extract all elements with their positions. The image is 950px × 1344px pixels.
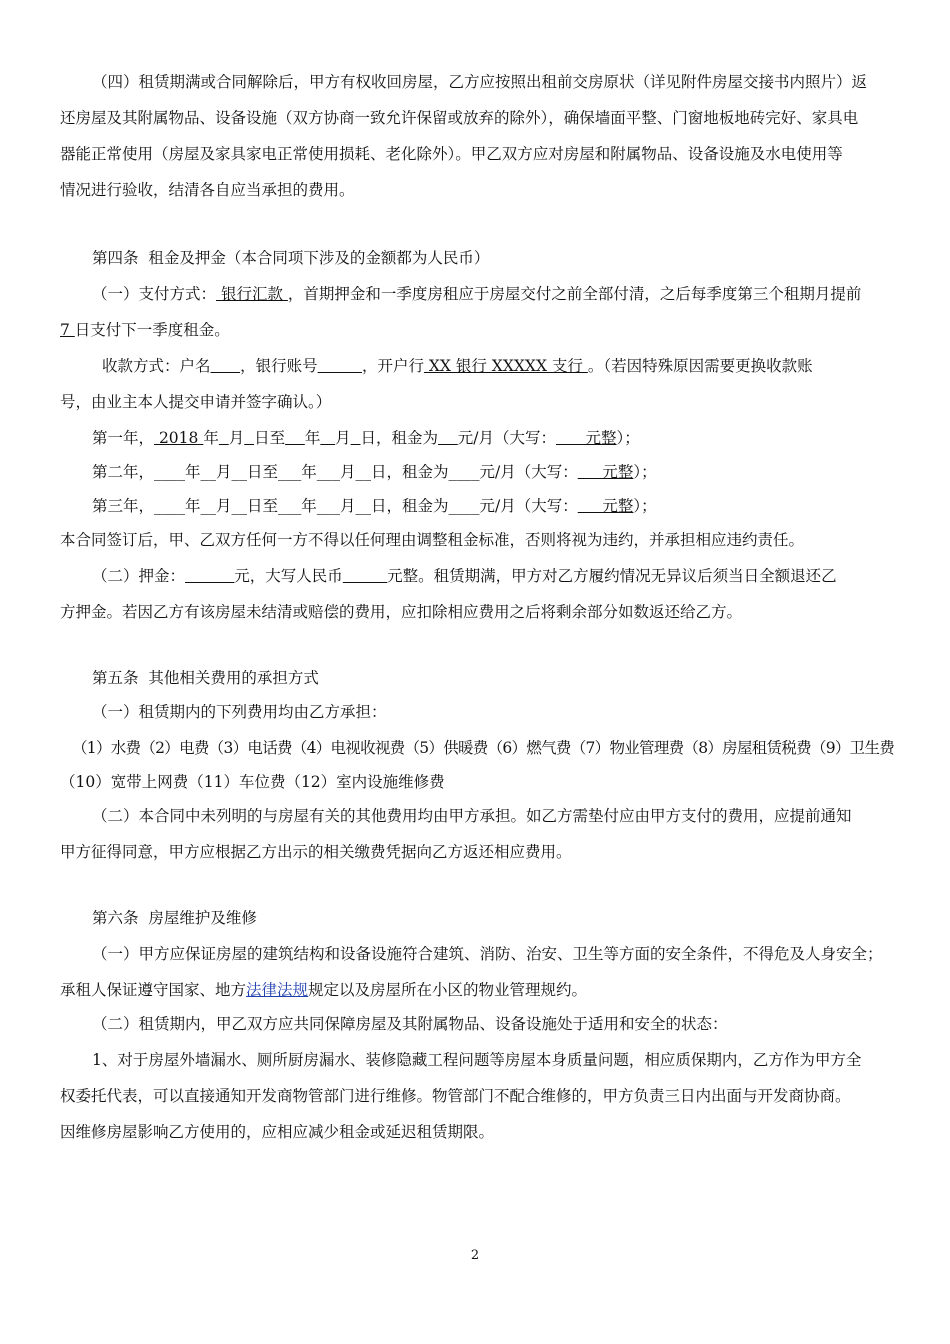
deposit-line: （二）押金： 元，大写人民币 元整。租赁期满，甲方对乙方履约情况无异议后须当日全额退还乙 <box>92 567 837 585</box>
blank <box>219 429 229 447</box>
article-5-item-1: （一）租赁期内的下列费用均由乙方承担： <box>92 703 387 721</box>
article-5-item-2-line-2: 甲方征得同意，甲方应根据乙方出示的相关缴费凭据向乙方返还相应费用。 <box>60 843 572 861</box>
return-clause-line-3: 器能正常使用（房屋及家具家电正常使用损耗、老化除外）。甲乙双方应对房屋和附属物品、设备设施及水电使用等 <box>60 145 843 163</box>
rent-amount-words: 元整 <box>577 463 634 481</box>
article-6-item-1-line-2: 承租人保证遵守国家、地方法律法规规定以及房屋所在小区的物业管理规约。 <box>60 981 588 999</box>
payment-method-value: 银行汇款 <box>216 285 288 303</box>
deposit-line-2: 方押金。若因乙方有该房屋未结清或赔偿的费用，应扣除相应费用之后将剩余部分如数返还给乙方。 <box>60 603 743 621</box>
account-line-2: 号，由业主本人提交申请并签字确认。） <box>60 393 332 411</box>
article-6-sub-1-line-2: 权委托代表，可以直接通知开发商物管部门进行维修。物管部门不配合维修的，甲方负责三日内出面与开发商协商。 <box>60 1087 851 1105</box>
article-6-sub-1-line-1: 1、对于房屋外墙漏水、厕所厨房漏水、装修隐藏工程问题等房屋本身质量问题，相应质保期内，乙方作为甲方全 <box>92 1051 862 1069</box>
payment-day-line: 7 日支付下一季度租金。 <box>60 321 230 339</box>
return-clause-line-2: 还房屋及其附属物品、设备设施（双方协商一致允许保留或放弃的除外），确保墙面平整、门窗地板地砖完好、家具电 <box>60 109 859 127</box>
laws-regulations-link[interactable]: 法律法规 <box>246 981 309 999</box>
fees-list-line-2: （10）宽带上网费（11）车位费（12）室内设施维修费 <box>60 773 445 791</box>
blank <box>285 429 305 447</box>
rent-year-3: 第三年，____年__月__日至___年___月__日，租金为____元/月（大写： 元整）； <box>92 497 657 515</box>
blank <box>320 429 335 447</box>
fees-list-line-1: （1）水费（2）电费（3）电话费（4）电视收视费（5）供暖费（6）燃气费（7）物业管理费（8）房屋租赁税费（9）卫生费 <box>72 739 895 757</box>
page-number: 2 <box>470 1248 480 1263</box>
article-4-title: 第四条 租金及押金（本合同项下涉及的金额都为人民币） <box>92 249 490 267</box>
blank <box>244 429 254 447</box>
account-name-blank <box>211 357 241 375</box>
payment-day-value: 7 <box>60 321 75 339</box>
return-clause-line-1: （四）租赁期满或合同解除后，甲方有权收回房屋，乙方应按照出租前交房原状（详见附件房屋交接书内照片）返 <box>92 73 868 91</box>
rent-year-1: 第一年， 2018 年 月 日至 年 月 日，租金为 元/月（大写： 元整）； <box>92 429 640 447</box>
article-6-item-2: （二）租赁期内，甲乙双方应共同保障房屋及其附属物品、设备设施处于适用和安全的状态： <box>92 1015 728 1033</box>
rent-amount-words: 元整 <box>577 497 634 515</box>
bank-name-value: XX 银行 XXXXX 支行 <box>423 357 588 375</box>
article-6-item-1-line-1: （一）甲方应保证房屋的建筑结构和设备设施符合建筑、消防、治安、卫生等方面的安全条件，不得危及人身安全； <box>92 945 883 963</box>
no-adjust-clause: 本合同签订后，甲、乙双方任何一方不得以任何理由调整租金标准，否则将视为违约，并承担相应违约责任。 <box>60 531 805 549</box>
rent-year-2: 第二年，____年__月__日至___年___月__日，租金为____元/月（大写： 元整）； <box>92 463 657 481</box>
deposit-amount-blank <box>185 567 234 585</box>
year-1-value: 2018 <box>154 429 204 447</box>
article-6-sub-1-line-3: 因维修房屋影响乙方使用的，应相应减少租金或延迟租赁期限。 <box>60 1123 495 1141</box>
account-number-blank <box>318 357 362 375</box>
article-6-title: 第六条 房屋维护及维修 <box>92 909 257 927</box>
rent-amount-blank <box>438 429 458 447</box>
article-5-title: 第五条 其他相关费用的承担方式 <box>92 669 319 687</box>
article-5-item-2-line-1: （二）本合同中未列明的与房屋有关的其他费用均由甲方承担。如乙方需垫付应由甲方支付的费用，应提前通知 <box>92 807 852 825</box>
deposit-words-blank <box>343 567 387 585</box>
blank <box>351 429 361 447</box>
rent-amount-words: 元整 <box>555 429 617 447</box>
account-line: 收款方式：户名 ，银行账号 ，开户行 XX 银行 XXXXX 支行 。（若因特殊原因需要更换收款账 <box>102 357 813 375</box>
return-clause-line-4: 情况进行验收，结清各自应当承担的费用。 <box>60 181 355 199</box>
payment-method-line: （一）支付方式： 银行汇款 ，首期押金和一季度房租应于房屋交付之前全部付清，之后每季度第三个租期月提前 <box>92 285 862 303</box>
